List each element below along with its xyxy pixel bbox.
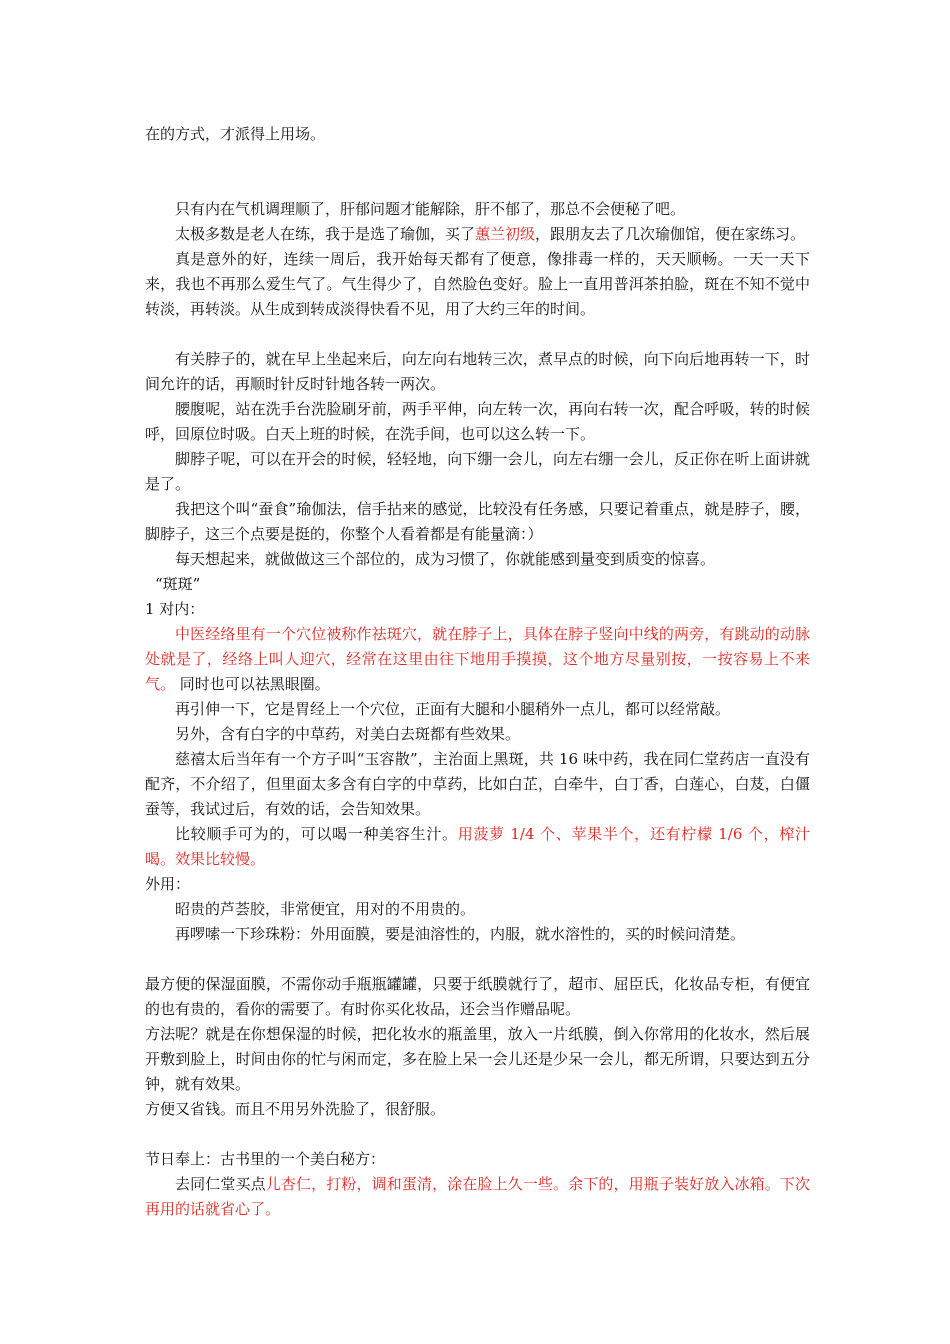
paragraph: 节日奉上：古书里的一个美白秘方： xyxy=(145,1150,386,1168)
paragraph: 中医经络里有一个穴位被称作祛斑穴，就在脖子上，具体在脖子竖向中线的两旁，有跳动的动脉处就是了，经络上叫人迎穴，经常在这里由往下地用手摸摸，这个地方尽量别按，一按容易上不来气。 同时也可以祛黑眼圈。 xyxy=(145,625,810,693)
paragraph: 每天想起来，就做做这三个部位的，成为习惯了，你就能感到量变到质变的惊喜。 xyxy=(175,550,716,568)
paragraph: 去同仁堂买点儿杏仁，打粉，调和蛋清，涂在脸上久一些。余下的，用瓶子装好放入冰箱。下次再用的话就省心了。 xyxy=(145,1175,810,1218)
section-title: “斑斑” xyxy=(155,575,201,593)
blank-line xyxy=(145,322,810,347)
paragraph: 太极多数是老人在练，我于是选了瑜伽，买了蕙兰初级，跟朋友去了几次瑜伽馆，便在家练习。 xyxy=(175,225,806,243)
blank-line xyxy=(145,947,810,972)
red-highlight: 儿杏仁，打粉，调和蛋清，涂在脸上久一些。余下的，用瓶子装好放入冰箱。下次再用的话就省心了。 xyxy=(145,1175,810,1218)
paragraph: 昭贵的芦荟胶，非常便宜，用对的不用贵的。 xyxy=(175,900,476,918)
red-highlight: 用菠萝 1/4 个、苹果半个，还有柠檬 1/6 个，榨汁喝。效果比较慢。 xyxy=(145,825,810,868)
red-highlight: 蕙兰初级 xyxy=(475,225,536,243)
section-label: 外用： xyxy=(145,875,191,893)
paragraph: 再引伸一下，它是胃经上一个穴位，正面有大腿和小腿稍外一点儿，都可以经常敲。 xyxy=(175,700,731,718)
blank-line xyxy=(145,147,810,172)
paragraph: 最方便的保湿面膜，不需你动手瓶瓶罐罐，只要于纸膜就行了，超市、屈臣氏，化妆品专柜，有便宜的也有贵的，看你的需要了。有时你买化妆品，还会当作赠品呢。 xyxy=(145,975,810,1018)
paragraph: 在的方式，才派得上用场。 xyxy=(145,125,326,143)
document-page xyxy=(145,122,810,1222)
red-highlight: 中医经络里有一个穴位被称作祛斑穴，就在脖子上，具体在脖子竖向中线的两旁，有跳动的动脉处就是了，经络上叫人迎穴，经常在这里由往下地用手摸摸，这个地方尽量别按，一按容易上不来气。 xyxy=(145,625,810,693)
paragraph: 慈禧太后当年有一个方子叫“玉容散”，主治面上黑斑，共 16 味中药，我在同仁堂药店一直没有配齐，不介绍了，但里面太多含有白字的中草药，比如白芷，白牵牛，白丁香，白莲心，白芨，白僵蚕等，我试过后，有效的话，会告知效果。 xyxy=(145,750,810,818)
paragraph: 方法呢？就是在你想保湿的时候，把化妆水的瓶盖里，放入一片纸膜，倒入你常用的化妆水，然后展开敷到脸上，时间由你的忙与闲而定，多在脸上呆一会儿还是少呆一会儿，都无所谓，只要达到五分钟，就有效果。 xyxy=(145,1025,810,1093)
paragraph: 方便又省钱。而且不用另外洗脸了，很舒服。 xyxy=(145,1100,446,1118)
paragraph: 另外，含有白字的中草药，对美白去斑都有些效果。 xyxy=(175,725,521,743)
paragraph: 脚脖子呢，可以在开会的时候，轻轻地，向下绷一会儿，向左右绷一会儿，反正你在听上面讲就是了。 xyxy=(145,450,810,493)
paragraph: 有关脖子的，就在早上坐起来后，向左向右地转三次，煮早点的时候，向下向后地再转一下，时间允许的话，再顺时针反时针地各转一两次。 xyxy=(145,350,810,393)
paragraph: 比较顺手可为的，可以喝一种美容生汁。用菠萝 1/4 个、苹果半个，还有柠檬 1/6 个，榨汁喝。效果比较慢。 xyxy=(145,825,810,868)
section-label: 1 对内： xyxy=(145,600,205,618)
paragraph: 再啰嗦一下珍珠粉：外用面膜，要是油溶性的，内服，就水溶性的，买的时候问清楚。 xyxy=(175,925,746,943)
paragraph: 腰腹呢，站在洗手台洗脸刷牙前，两手平伸，向左转一次，再向右转一次，配合呼吸，转的时候呼，回原位时吸。白天上班的时候，在洗手间，也可以这么转一下。 xyxy=(145,400,810,443)
paragraph: 真是意外的好，连续一周后，我开始每天都有了便意，像排毒一样的，天天顺畅。一天一天下来，我也不再那么爱生气了。气生得少了，自然脸色变好。脸上一直用普洱茶拍脸，斑在不知不觉中转淡，再转淡。从生成到转成淡得快看不见，用了大约三年的时间。 xyxy=(145,250,810,318)
blank-line xyxy=(145,172,810,197)
paragraph: 我把这个叫“蚕食”瑜伽法，信手拈来的感觉，比较没有任务感，只要记着重点，就是脖子，腰，脚脖子，这三个点要是挺的，你整个人看着都是有能量滴：） xyxy=(145,500,810,543)
blank-line xyxy=(145,1122,810,1147)
paragraph: 只有内在气机调理顺了，肝郁问题才能解除，肝不郁了，那总不会便秘了吧。 xyxy=(175,200,686,218)
